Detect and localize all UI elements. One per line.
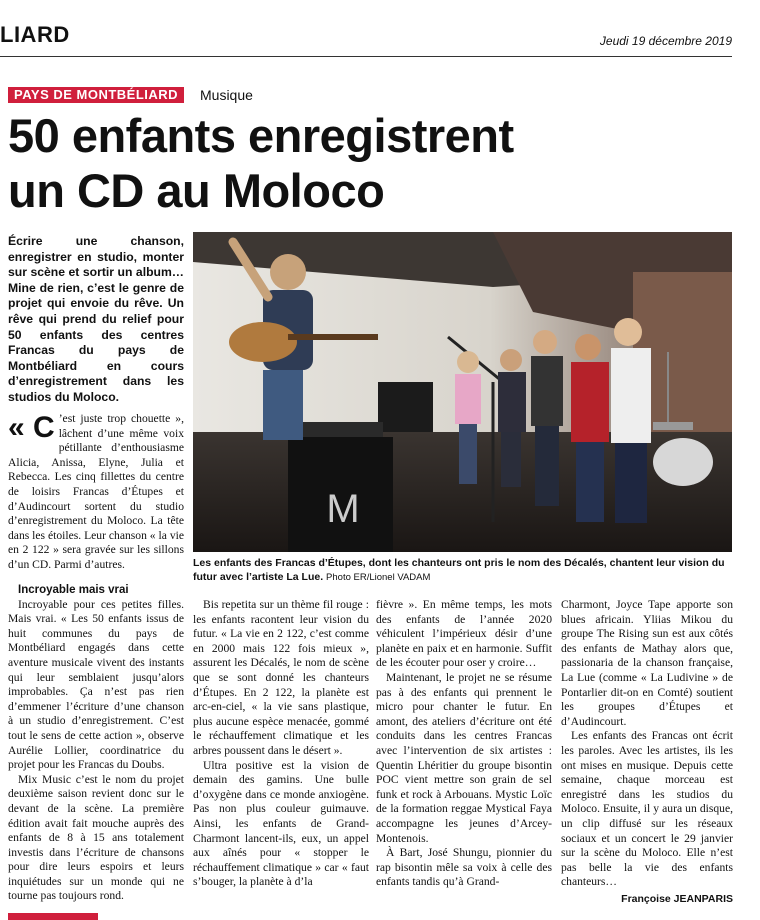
rubric-label[interactable]: Musique xyxy=(200,87,253,103)
masthead-rule xyxy=(0,56,732,57)
paragraph: Les enfants des Francas ont écrit les paroles. Avec les artistes, ils les ont mises en musique. Depuis cette semaine, chaque morceau est enregistré dans les studios du Moloco. Ensuite, il y aura un disque, un clip diffusé sur les réseaux sociaux et un concert le 29 janvier sur la scène du Moloco. Elle n’est pas belle la vie des enfants chanteurs… xyxy=(561,729,733,889)
article-column-1 xyxy=(8,583,184,904)
dropcap: « C xyxy=(8,411,55,444)
svg-text:M: M xyxy=(326,487,360,531)
paragraph: À Bart, José Shungu, pionnier du rap bisontin mêle sa voix à celle des enfants tandis qu’à Grand- xyxy=(376,846,552,889)
article-photo[interactable] xyxy=(193,232,732,552)
article-column-2 xyxy=(193,598,369,890)
headline-line-1: 50 enfants enregistrent xyxy=(8,109,514,162)
section-label[interactable]: PAYS DE MONTBÉLIARD xyxy=(8,87,184,103)
paragraph: Maintenant, le projet ne se résume pas à des enfants qui prennent le micro pour chanter le futur. En amont, des ateliers d’écriture ont été conduits dans les centres Francas avec l’intervention de six artistes : Quentin Lhéritier du groupe bisontin POC vient mettre son grain de sel funk et rock à Arbouans. Mystic Loïc de la formation reggae Mystical Faya accompagne les jeunes d’Arcey-Montenois. xyxy=(376,670,552,845)
publication-date: Jeudi 19 décembre 2019 xyxy=(599,34,732,48)
photo-credit: Photo ER/Lionel VADAM xyxy=(326,571,431,583)
paragraph: fièvre ». En même temps, les mots des enfants de l’année 2020 véhiculent l’impérieux désir d’une planète en paix et en harmonie. Suffit de les écouter pour oser y croire… xyxy=(376,598,552,670)
caption-text: Les enfants des Francas d’Étupes, dont les chanteurs ont pris le nom des Décalés, chantent leur vision du futur avec l’artiste La Lue. xyxy=(193,557,725,583)
subheading: Incroyable mais vrai xyxy=(18,584,129,596)
article-column-3 xyxy=(376,598,552,890)
paragraph: Incroyable pour ces petites filles. Mais vrai. « Les 50 enfants issus de huit communes du pays de Montbéliard engagés dans cette aventure musicale vivent des instants qui leur semblaient jusqu’alors improbables. Ça n’est pas rien d’emmener l’écriture d’une chanson à un studio d’enregistrement. C’est tout le sens de cette action », observe Aurélie Lollier, coordinatrice du projet pour les Francas du Doubs. xyxy=(8,597,184,772)
newspaper-masthead: LIARD xyxy=(0,22,70,47)
paragraph: Ultra positive est la vision de demain des gamins. Une bulle d’oxygène dans ce monde anxiogène. Pas non plus couleur guimauve. Ainsi, les enfants de Grand-Charmont lancent-ils, eux, un appel aux aînés pour « stopper le réchauffement climatique » car « faut s’bouger, la planète à d’la xyxy=(193,758,369,889)
paragraph: Mix Music c’est le nom du projet deuxième saison revient donc sur le devant de la scène. La première édition avait fait mouche auprès des enfants de 8 à 15 ans totalement investis dans l’écriture de chansons pour dire leurs espoirs et leurs inquiétudes sur un monde qui ne tourne pas toujours rond. xyxy=(8,772,184,903)
paragraph: Charmont, Joyce Tape apporte son blues africain. Yliias Mikou du groupe The Rising sun est aux côtés des enfants de Mathay alors que, passionaria de la chanson française, La Lue (comme « La Ludivine » de Pontarlier dit-on en Comté) soutient les groupes d’Étupes et d’Audincourt. xyxy=(561,598,733,728)
paragraph: Bis repetita sur un thème fil rouge : les enfants racontent leur vision du futur. « La vie en 2 122, c’est comme en 2000 mais 122 fois mieux », assurent les Décalés, le nom de scène que se sont donné les chanteurs d’Étupes. En 2 122, la planète est arc-en-ciel, « la vie sans plastique, plus aucune espèce menacée, gommé le réchauffement climatique et les arbres poussent dans le désert ». xyxy=(193,598,369,757)
article-headline xyxy=(8,108,748,218)
author-signature: Françoise JEANPARIS xyxy=(621,892,733,905)
intro-text: ’est juste trop chouette », lâchent d’une même voix pétillante d’enthousiasme Alicia, Anissa, Elyne, Julia et Rebecca. Les cinq fillettes du centre de loisirs Francas d’Étupes et d’Audincourt sortent du studio d’enregistrement du Moloco. La tête dans les étoiles. Leur chanson « la vie en 2 122 » sera gravée sur les sillons d’un CD. Parmi d’autres. xyxy=(8,412,184,571)
photo-caption xyxy=(193,557,738,584)
article-lede: Écrire une chanson, enregistrer en studio, monter sur scène et sortir un album… Mine de rien, c’est le genre de projet qui envoie du rêve. Un rêve qui prend du relief pour 50 enfants des centres Francas du pays de Montbéliard en cours d’enregistrement dans les studios du Moloco. xyxy=(8,234,184,404)
footer-section-bar xyxy=(8,913,98,920)
headline-line-2: un CD au Moloco xyxy=(8,164,385,217)
article-column-4 xyxy=(561,598,733,906)
article-intro xyxy=(8,412,184,573)
photo-image xyxy=(193,232,732,552)
